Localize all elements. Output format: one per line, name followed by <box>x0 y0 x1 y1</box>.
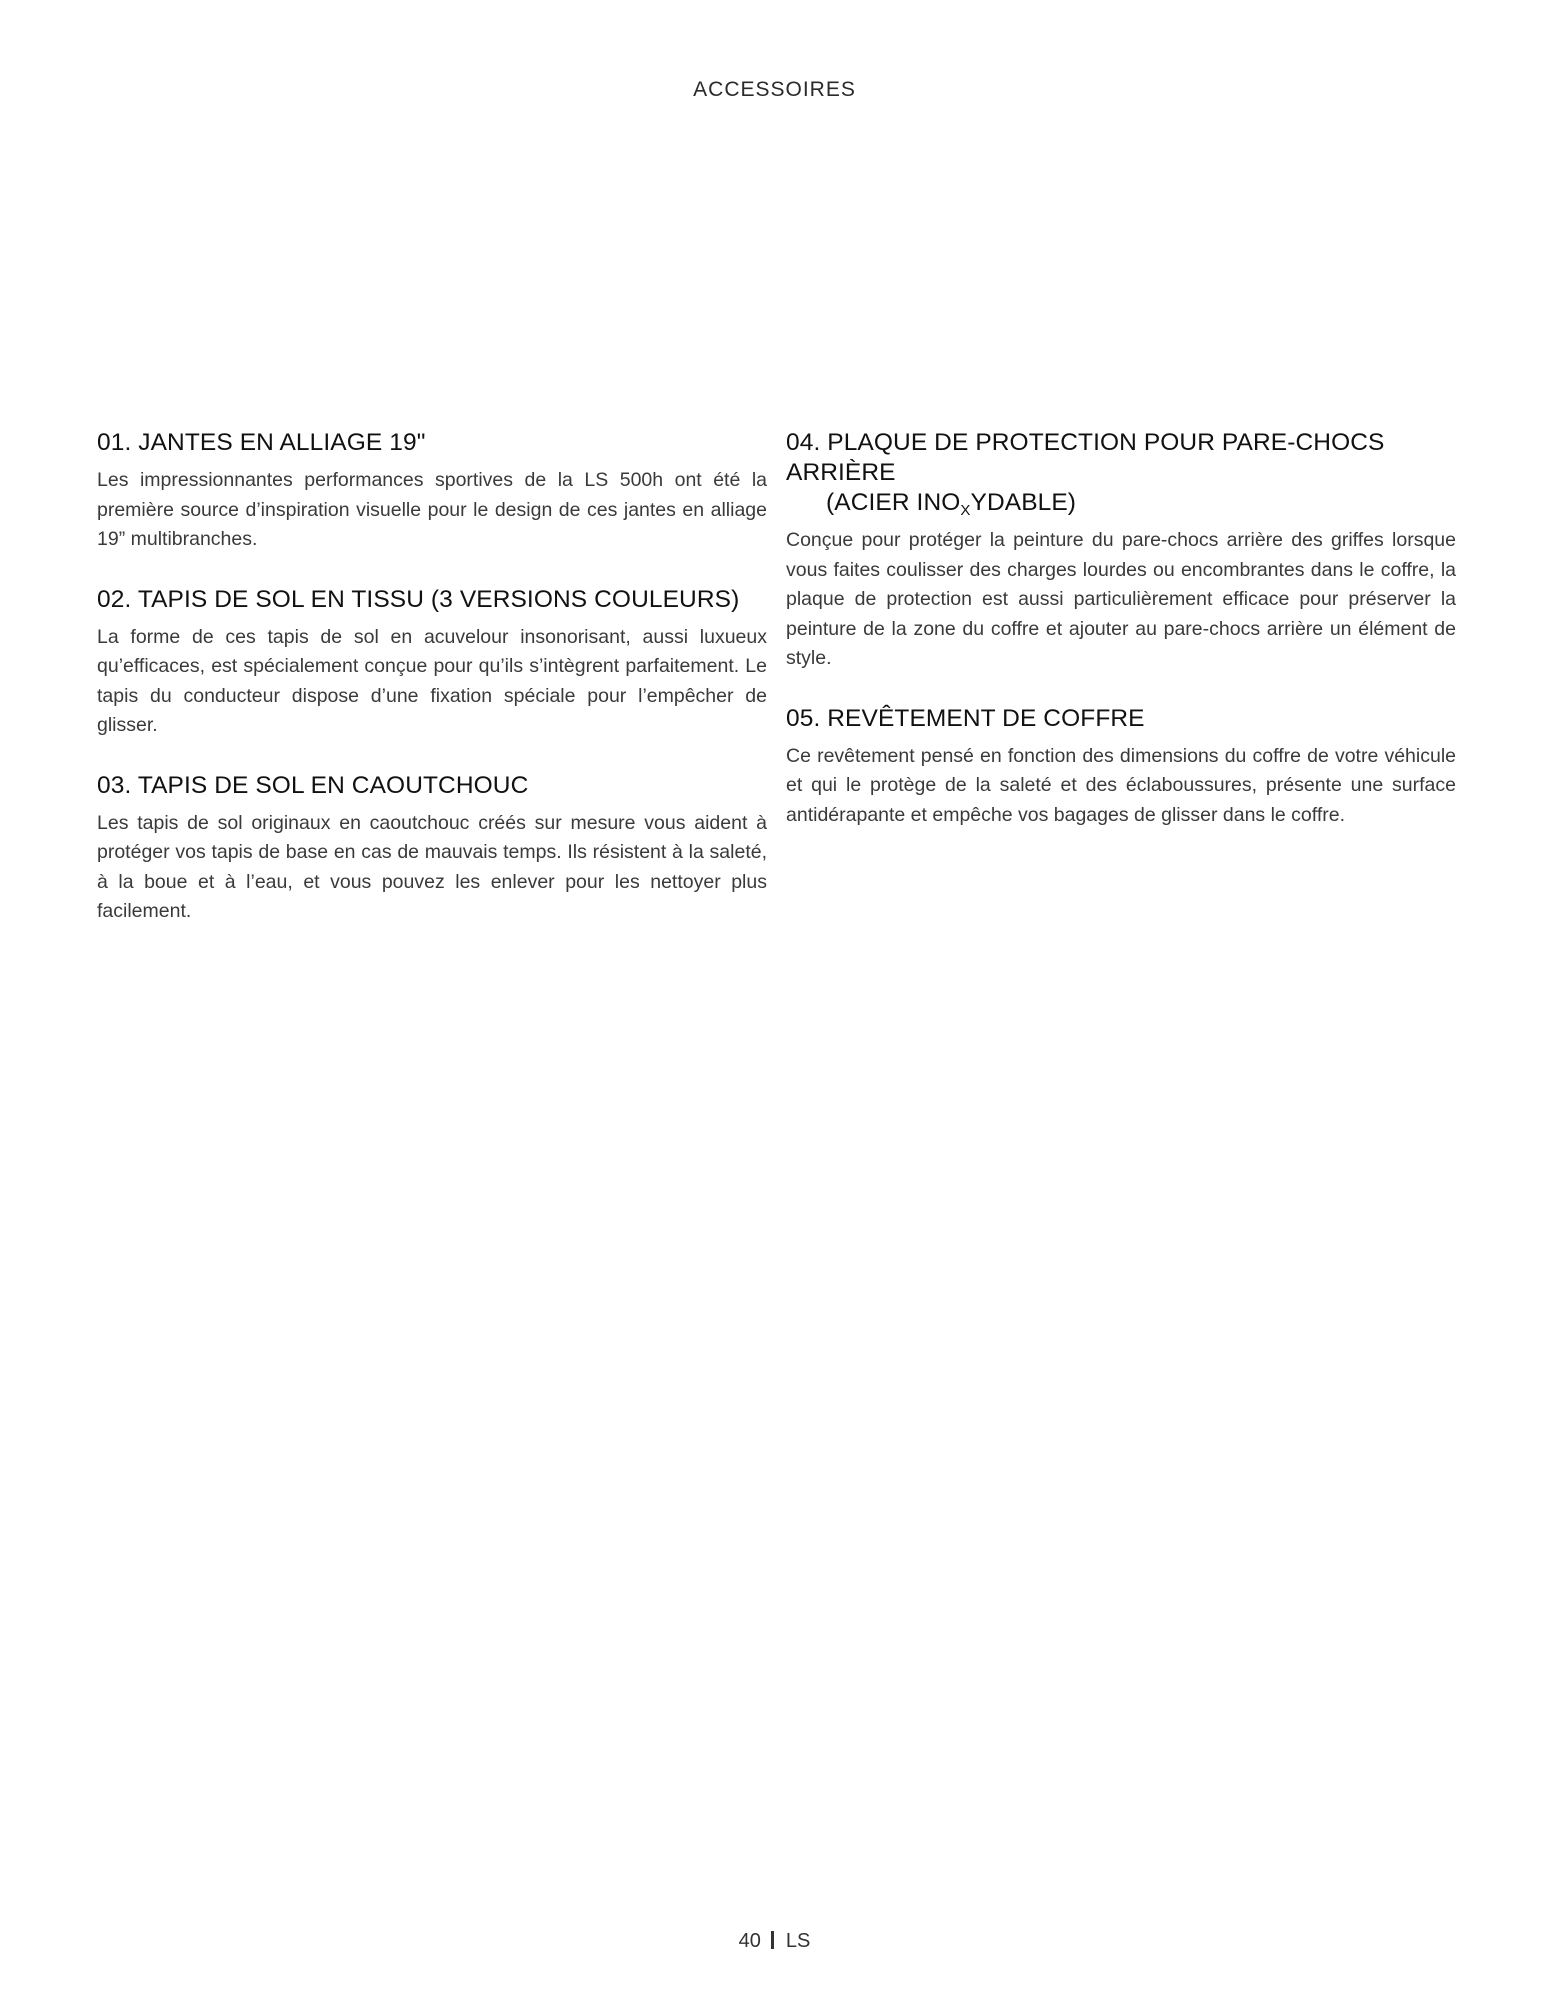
page-number: 40 <box>738 1930 761 1952</box>
section-04 <box>786 428 1456 674</box>
section-body: Les tapis de sol originaux en caoutchouc créés sur mesure vous aident à protéger vos tapis de base en cas de mauvais temps. Ils résistent à la saleté, à la boue et à l’eau, et vous pouvez les enlever pour les nettoyer plus facilement. <box>97 811 767 922</box>
section-02 <box>97 585 767 741</box>
section-body: Ce revêtement pensé en fonction des dimensions du coffre de votre véhicule et qui le protège de la saleté et des éclaboussures, présente une surface antidérapante et empêche vos bagages de glisser dans le coffre. <box>786 744 1456 826</box>
section-title-subscript: X <box>960 502 971 519</box>
section-title: 03. TAPIS DE SOL EN CAOUTCHOUC <box>97 771 529 799</box>
section-body: Conçue pour protéger la peinture du pare-chocs arrière des griffes lorsque vous faites coulisser des charges lourdes ou encombrantes dans le coffre, la plaque de protection est aussi particulièrement efficace pour préserver la peinture de la zone du coffre et ajouter au pare-chocs arrière un élément de style. <box>786 529 1456 669</box>
page-header: ACCESSOIRES <box>693 78 856 101</box>
right-column <box>786 428 1456 860</box>
section-title-line2-a: (ACIER INO <box>826 489 961 516</box>
section-body: Les impressionnantes performances sportives de la LS 500h ont été la première source d’inspiration visuelle pour le design de ces jantes en alliage 19” multibranches. <box>97 469 767 550</box>
section-body: La forme de ces tapis de sol en acuvelour insonorisant, aussi luxueux qu’efficaces, est spécialement conçue pour qu’ils s’intègrent parfaitement. Le tapis du conducteur dispose d’une fixation spéciale pour l’empêcher de glisser. <box>97 625 767 736</box>
section-03 <box>97 771 767 927</box>
section-01 <box>97 428 767 555</box>
page-footer <box>0 1930 1549 1953</box>
section-title <box>786 428 1456 518</box>
section-title-line2-b: YDABLE) <box>970 489 1077 516</box>
section-05 <box>786 704 1456 831</box>
footer-model: LS <box>785 1930 811 1952</box>
section-title: 05. REVÊTEMENT DE COFFRE <box>786 704 1145 732</box>
section-title: 01. JANTES EN ALLIAGE 19" <box>97 429 426 456</box>
section-title-line2 <box>786 488 1456 518</box>
section-title: 02. TAPIS DE SOL EN TISSU (3 VERSIONS COULEURS) <box>97 585 740 613</box>
section-title-line1: 04. PLAQUE DE PROTECTION POUR PARE-CHOCS ARRIÈRE <box>786 429 1385 486</box>
footer-separator <box>771 1931 774 1949</box>
left-column <box>97 428 767 957</box>
